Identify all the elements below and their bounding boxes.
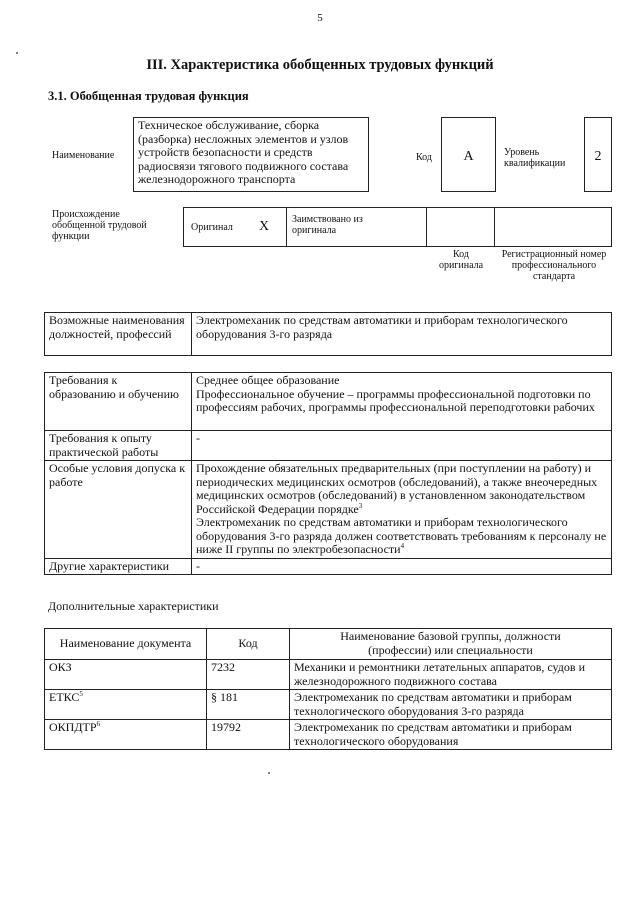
education-label: Требования к образованию и обучению bbox=[45, 373, 192, 431]
conditions-value bbox=[192, 461, 612, 559]
table-row bbox=[45, 660, 612, 690]
code-label: Код bbox=[416, 152, 432, 163]
other-label: Другие характеристики bbox=[45, 558, 192, 575]
additional-table bbox=[44, 628, 612, 750]
education-value bbox=[192, 373, 612, 431]
name-cell: Электромеханик по средствам автоматики и приборам технологического оборудования 3-го разряда bbox=[290, 690, 612, 720]
subsection-title: 3.1. Обобщенная трудовая функция bbox=[48, 89, 249, 103]
borrowed-label: Заимствовано из оригинала bbox=[292, 214, 363, 236]
experience-value: - bbox=[192, 431, 612, 461]
name-value: Техническое обслуживание, сборка (разборка) несложных элементов и узлов устройств безопасности и средств радиосвязи тягового подвижного состава железнодорожного транспорта bbox=[133, 117, 369, 192]
code-cell: 19792 bbox=[207, 720, 290, 750]
education-line: Профессиональное обучение – программы профессиональной подготовки по профессиям рабочих, программы профессиональной переподготовки рабочих bbox=[196, 386, 595, 414]
level-value-box bbox=[584, 117, 612, 192]
scan-speck bbox=[268, 772, 270, 774]
table-row bbox=[45, 431, 612, 461]
experience-label: Требования к опыту практической работы bbox=[45, 431, 192, 461]
code-value: А bbox=[463, 149, 474, 164]
original-mark: X bbox=[259, 219, 270, 234]
positions-table bbox=[44, 312, 612, 356]
conditions-label: Особые условия допуска к работе bbox=[45, 461, 192, 559]
conditions-line: Прохождение обязательных предварительных (при поступлении на работу) и периодических медицинских осмотров (обследований), а также внеочередных медицинских осмотров (обследований) в установленном законодательством Российской Федерации порядке$^3$ bbox=[196, 461, 598, 516]
doc-cell: ОКЗ bbox=[45, 660, 207, 690]
level-value: 2 bbox=[594, 149, 602, 164]
origin-divider bbox=[426, 207, 427, 247]
table-row bbox=[45, 690, 612, 720]
requirements-table bbox=[44, 372, 612, 575]
code-cell: 7232 bbox=[207, 660, 290, 690]
table-row bbox=[45, 461, 612, 559]
doc-cell: ЕТКС$^5$ bbox=[45, 690, 207, 720]
origin-divider bbox=[286, 207, 287, 247]
table-row bbox=[45, 720, 612, 750]
additional-title: Дополнительные характеристики bbox=[48, 599, 219, 613]
footnote-marker: 4 bbox=[400, 542, 405, 550]
level-label: Уровень квалификации bbox=[504, 147, 566, 169]
scan-speck bbox=[16, 52, 18, 54]
col-header-code: Код bbox=[207, 629, 290, 660]
code-original-caption: Код оригинала bbox=[438, 249, 484, 271]
table-row bbox=[45, 373, 612, 431]
conditions-line: Электромеханик по средствам автоматики и приборам технологического оборудования 3-го разряда должен соответствовать требованиям к персоналу не ниже II группы по электробезопасности$^4$ bbox=[196, 515, 607, 556]
name-label: Наименование bbox=[52, 150, 115, 161]
positions-value: Электромеханик по средствам автоматики и приборам технологического оборудования 3-го разряда bbox=[192, 313, 612, 356]
original-label: Оригинал bbox=[191, 222, 233, 233]
section-title: III. Характеристика обобщенных трудовых функций bbox=[146, 57, 494, 73]
positions-label: Возможные наименования должностей, профессий bbox=[45, 313, 192, 356]
table-row bbox=[45, 629, 612, 660]
col-header-name: Наименование базовой группы, должности (профессии) или специальности bbox=[290, 629, 612, 660]
origin-label: Происхождение обобщенной трудовой функции bbox=[52, 209, 147, 242]
code-cell: § 181 bbox=[207, 690, 290, 720]
table-row bbox=[45, 558, 612, 575]
footnote-marker: 3 bbox=[358, 501, 363, 510]
origin-divider bbox=[494, 207, 495, 247]
name-cell: Механики и ремонтники летательных аппаратов, судов и железнодорожного подвижного состава bbox=[290, 660, 612, 690]
code-value-box bbox=[441, 117, 496, 192]
education-line: Среднее общее образование bbox=[196, 373, 340, 387]
page-number: 5 bbox=[317, 12, 323, 24]
reg-number-caption: Регистрационный номер профессионального стандарта bbox=[501, 249, 607, 282]
table-row bbox=[45, 313, 612, 356]
other-value: - bbox=[192, 558, 612, 575]
doc-cell: ОКПДТР$^6$ bbox=[45, 720, 207, 750]
col-header-doc: Наименование документа bbox=[45, 629, 207, 660]
name-cell: Электромеханик по средствам автоматики и приборам технологического оборудования bbox=[290, 720, 612, 750]
